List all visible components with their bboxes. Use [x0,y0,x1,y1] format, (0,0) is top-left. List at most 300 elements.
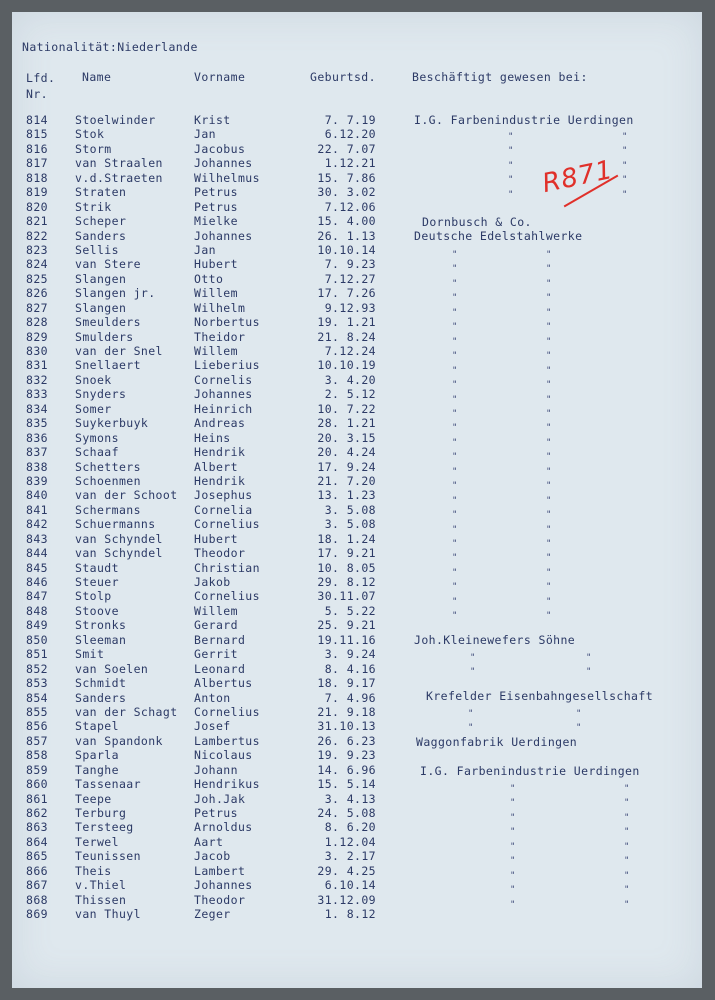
row-number: 828 [26,315,48,330]
table-row [12,243,702,257]
row-name: Theis [75,863,112,878]
table-row [12,893,702,907]
ditto-mark: " [508,160,514,171]
row-vorname: Cornelis [194,372,253,387]
row-birthdate: 10. 7.22 [317,401,376,416]
row-number: 829 [26,329,48,344]
table-row [12,849,702,863]
ditto-mark: " [546,278,552,289]
ditto-mark: " [510,827,516,838]
ditto-mark: " [452,351,458,362]
row-birthdate: 15. 5.14 [317,777,376,792]
row-name: Teunissen [75,849,141,864]
row-vorname: Willem [194,603,238,618]
row-vorname: Hubert [194,531,238,546]
table-row [12,416,702,430]
table-row [12,460,702,474]
ditto-mark: " [546,611,552,622]
row-name: Suykerbuyk [75,416,149,431]
ditto-mark: " [546,539,552,549]
row-number: 851 [26,647,48,662]
column-header-lfd-nr [26,70,55,102]
ditto-mark: " [452,510,458,521]
table-row [12,604,702,618]
row-name: Slangen jr. [75,286,156,301]
ditto-mark: " [624,841,630,852]
table-row [12,864,702,878]
ditto-mark: " [510,812,516,823]
ditto-mark: " [452,567,458,578]
row-vorname: Jacobus [194,141,246,156]
ditto-mark: " [452,293,458,304]
row-name: Snoek [75,372,112,387]
row-name: Tersteeg [75,820,134,835]
row-birthdate: 3. 2.17 [324,849,376,864]
row-vorname: Theodor [194,546,246,561]
ditto-mark: " [452,278,458,289]
table-row [12,561,702,575]
row-vorname: Arnoldus [194,820,253,835]
row-number: 868 [26,892,48,907]
ditto-mark: " [622,189,628,200]
ditto-mark: " [624,899,630,910]
row-number: 867 [26,878,48,893]
row-birthdate: 15. 7.86 [317,170,376,185]
ditto-mark: " [452,394,458,405]
row-vorname: Petrus [194,199,238,214]
ditto-mark: " [452,524,458,535]
row-number: 853 [26,676,48,691]
row-number: 864 [26,834,48,849]
ditto-mark: " [546,408,552,419]
ditto-mark: " [468,709,474,719]
row-name: Tanghe [75,762,119,777]
row-vorname: Petrus [194,185,238,200]
row-birthdate: 1.12.21 [324,156,376,171]
employer-waggonfabrik: Waggonfabrik Uerdingen [416,735,578,749]
row-vorname: Cornelia [194,502,253,517]
ditto-mark: " [452,495,458,506]
ditto-mark: " [624,812,630,823]
ditto-mark: " [576,709,582,719]
ditto-mark: " [624,827,630,838]
row-name: Staudt [75,560,119,575]
row-birthdate: 25. 9.21 [317,618,376,633]
table-row [12,532,702,546]
ditto-mark: " [452,481,458,492]
column-header-vorname: Vorname [194,70,246,84]
row-name: Sellis [75,242,119,257]
employer-krefelder-eisenbahn: Krefelder Eisenbahngesellschaft [426,689,654,703]
row-name: Slangen [75,300,127,315]
row-number: 843 [26,531,48,546]
ditto-mark: " [452,437,458,448]
ditto-mark: " [508,175,514,186]
row-vorname: Hendrikus [194,777,260,792]
ditto-mark: " [452,452,458,463]
row-number: 857 [26,733,48,748]
nationality-heading: Nationalität:Niederlande [22,40,198,54]
row-vorname: Norbertus [194,315,260,330]
row-name: Stoelwinder [75,113,156,127]
row-number: 816 [26,141,48,156]
ditto-mark: " [546,524,552,535]
table-row [12,589,702,603]
row-number: 855 [26,704,48,719]
table-row [12,503,702,517]
row-number: 817 [26,156,48,171]
ditto-mark: " [468,723,474,734]
table-row [12,431,702,445]
row-number: 823 [26,242,48,257]
row-birthdate: 17. 7.26 [317,286,376,301]
row-birthdate: 7.12.06 [324,199,376,214]
table-row [12,301,702,315]
ditto-mark: " [452,365,458,376]
ditto-mark: " [624,870,630,881]
row-vorname: Krist [194,113,231,127]
row-vorname: Wilhelmus [194,170,260,185]
row-number: 869 [26,907,48,922]
row-name: Stok [75,127,105,142]
ditto-mark: " [546,351,552,362]
row-birthdate: 19. 9.23 [317,748,376,763]
row-number: 854 [26,690,48,705]
row-birthdate: 10.10.14 [317,242,376,257]
table-row [12,344,702,358]
column-header-name: Name [82,70,112,84]
row-name: van Straalen [75,156,163,171]
row-name: Tassenaar [75,777,141,792]
ditto-mark: " [546,481,552,492]
ditto-mark: " [546,293,552,304]
table-row [12,286,702,300]
table-row [12,488,702,502]
row-name: van Stere [75,257,141,272]
table-row [12,387,702,401]
row-vorname: Joh.Jak [194,791,246,806]
row-birthdate: 6.12.20 [324,127,376,142]
row-vorname: Lambertus [194,733,260,748]
row-number: 835 [26,416,48,431]
table-row [12,907,702,921]
row-vorname: Cornelius [194,517,260,532]
row-vorname: Theodor [194,892,246,907]
row-birthdate: 8. 4.16 [324,661,376,676]
employer-kleinewefers: Joh.Kleinewefers Söhne [414,633,576,647]
ditto-mark: " [452,582,458,593]
row-birthdate: 31.10.13 [317,719,376,734]
row-vorname: Josephus [194,488,253,503]
ditto-mark: " [546,423,552,434]
row-birthdate: 26. 1.13 [317,228,376,243]
person-list [12,113,702,922]
table-row [12,358,702,372]
row-number: 846 [26,575,48,589]
ditto-mark: " [624,784,630,794]
row-birthdate: 1.12.04 [324,834,376,849]
row-vorname: Heins [194,430,231,445]
row-name: Schuermanns [75,517,156,532]
ditto-mark: " [510,798,516,809]
ditto-mark: " [452,423,458,434]
row-birthdate: 3. 4.13 [324,791,376,806]
row-vorname: Bernard [194,632,246,647]
row-number: 819 [26,185,48,200]
row-birthdate: 15. 4.00 [317,214,376,229]
row-birthdate: 14. 6.96 [317,762,376,777]
row-birthdate: 13. 1.23 [317,488,376,503]
row-vorname: Jakob [194,575,231,589]
row-number: 861 [26,791,48,806]
row-name: Smit [75,647,105,662]
row-birthdate: 7.12.24 [324,344,376,358]
ditto-mark: " [508,132,514,142]
row-name: van der Schagt [75,704,178,719]
ditto-mark: " [510,856,516,867]
row-name: Schetters [75,459,141,474]
ditto-mark: " [452,336,458,347]
row-birthdate: 3. 5.08 [324,502,376,517]
row-number: 818 [26,170,48,185]
ditto-mark: " [452,307,458,318]
row-number: 856 [26,719,48,734]
table-row [12,214,702,228]
row-name: Terburg [75,806,127,820]
table-row [12,719,702,733]
row-birthdate: 28. 1.21 [317,416,376,431]
row-name: van Spandonk [75,733,163,748]
ditto-mark: " [586,667,592,678]
row-name: Stronks [75,618,127,633]
table-row [12,618,702,632]
row-name: Stolp [75,589,112,604]
row-birthdate: 31.12.09 [317,892,376,907]
row-vorname: Wilhelm [194,300,246,315]
row-name: Terwel [75,834,119,849]
ditto-mark: " [546,582,552,593]
table-row [12,517,702,531]
row-number: 841 [26,502,48,517]
ditto-mark: " [546,380,552,391]
row-birthdate: 7. 7.19 [324,113,376,127]
row-number: 865 [26,849,48,864]
row-vorname: Gerard [194,618,238,633]
row-vorname: Johannes [194,878,253,893]
ditto-mark: " [576,723,582,734]
table-row [12,142,702,156]
row-number: 821 [26,214,48,229]
table-row [12,402,702,416]
table-row [12,734,702,748]
row-vorname: Johannes [194,387,253,402]
row-name: Slangen [75,271,127,286]
row-number: 863 [26,820,48,835]
row-vorname: Hubert [194,257,238,272]
ditto-mark: " [452,539,458,549]
row-vorname: Christian [194,560,260,575]
row-name: Scheper [75,214,127,229]
row-vorname: Hendrik [194,473,246,488]
row-birthdate: 19.11.16 [317,632,376,647]
row-number: 814 [26,113,48,127]
ditto-mark: " [452,408,458,419]
row-vorname: Cornelius [194,704,260,719]
ditto-mark: " [452,553,458,564]
row-birthdate: 7. 9.23 [324,257,376,272]
table-row [12,791,702,809]
row-birthdate: 1. 8.12 [324,907,376,922]
ditto-mark: " [546,510,552,521]
row-name: Thissen [75,892,127,907]
document-sheet [12,12,702,988]
employer-ig-farben-1: I.G. Farbenindustrie Uerdingen [414,113,634,127]
row-name: Snyders [75,387,127,402]
ditto-mark: " [510,885,516,896]
row-name: Stoove [75,603,119,618]
row-birthdate: 21. 9.18 [317,704,376,719]
row-number: 827 [26,300,48,315]
row-number: 845 [26,560,48,575]
table-row [12,835,702,849]
row-birthdate: 19. 1.21 [317,315,376,330]
row-birthdate: 3. 4.20 [324,372,376,387]
row-name: Sparla [75,748,119,763]
row-birthdate: 10.10.19 [317,358,376,373]
row-vorname: Lieberius [194,358,260,373]
row-number: 825 [26,271,48,286]
row-vorname: Willem [194,344,238,358]
row-number: 849 [26,618,48,633]
row-name: Straten [75,185,127,200]
ditto-mark: " [546,307,552,318]
row-name: Sleeman [75,632,127,647]
row-birthdate: 21. 7.20 [317,473,376,488]
row-vorname: Albertus [194,676,253,691]
table-row [12,777,702,791]
row-birthdate: 30.11.07 [317,589,376,604]
row-number: 850 [26,632,48,647]
row-vorname: Andreas [194,416,246,431]
table-row [12,820,702,834]
row-number: 832 [26,372,48,387]
row-birthdate: 24. 5.08 [317,806,376,820]
ditto-mark: " [546,264,552,275]
row-birthdate: 22. 7.07 [317,141,376,156]
ditto-mark: " [510,870,516,881]
ditto-mark: " [546,336,552,347]
row-name: v.d.Straeten [75,170,163,185]
ditto-mark: " [624,885,630,896]
row-vorname: Anton [194,690,231,705]
ditto-mark: " [546,596,552,607]
ditto-mark: " [622,160,628,171]
row-birthdate: 2. 5.12 [324,387,376,402]
row-name: van Schyndel [75,546,163,561]
ditto-mark: " [510,899,516,910]
row-birthdate: 7. 4.96 [324,690,376,705]
row-vorname: Mielke [194,214,238,229]
row-number: 831 [26,358,48,373]
row-birthdate: 5. 5.22 [324,603,376,618]
table-row [12,633,702,647]
ditto-mark: " [546,567,552,578]
row-number: 848 [26,603,48,618]
row-vorname: Gerrit [194,647,238,662]
archive-stamp: R871 [539,154,617,200]
row-birthdate: 8. 6.20 [324,820,376,835]
row-number: 858 [26,748,48,763]
row-birthdate: 30. 3.02 [317,185,376,200]
table-row [12,662,702,676]
ditto-mark: " [546,452,552,463]
table-row [12,272,702,286]
table-row [12,229,702,243]
table-row [12,445,702,459]
row-number: 840 [26,488,48,503]
row-birthdate: 9.12.93 [324,300,376,315]
ditto-mark: " [546,365,552,376]
table-row [12,806,702,820]
employer-dornbusch: Dornbusch & Co. [422,215,532,229]
ditto-mark: " [508,146,514,157]
row-name: van der Snel [75,344,163,358]
ditto-mark: " [510,784,516,794]
row-number: 859 [26,762,48,777]
row-name: Smeulders [75,315,141,330]
row-birthdate: 6.10.14 [324,878,376,893]
ditto-mark: " [546,250,552,260]
table-row [12,330,702,344]
row-vorname: Theidor [194,329,246,344]
table-row [12,575,702,589]
row-birthdate: 29. 4.25 [317,863,376,878]
row-vorname: Albert [194,459,238,474]
row-vorname: Aart [194,834,224,849]
ditto-mark: " [622,146,628,157]
ditto-mark: " [586,653,592,663]
ditto-mark: " [546,437,552,448]
ditto-mark: " [546,322,552,333]
row-name: van Thuyl [75,907,141,922]
row-birthdate: 20. 4.24 [317,445,376,460]
row-number: 842 [26,517,48,532]
table-row [12,647,702,661]
row-number: 824 [26,257,48,272]
row-name: Schmidt [75,676,127,691]
ditto-mark: " [452,264,458,275]
ditto-mark: " [546,495,552,506]
row-birthdate: 18. 1.24 [317,531,376,546]
row-number: 822 [26,228,48,243]
ditto-mark: " [622,132,628,142]
ditto-mark: " [624,798,630,809]
row-name: Somer [75,401,112,416]
ditto-mark: " [546,394,552,405]
row-vorname: Johannes [194,228,253,243]
row-number: 826 [26,286,48,301]
row-name: van Schyndel [75,531,163,546]
row-birthdate: 18. 9.17 [317,676,376,691]
row-name: v.Thiel [75,878,127,893]
row-number: 833 [26,387,48,402]
employer-ig-farben-2: I.G. Farbenindustrie Uerdingen [420,764,640,778]
row-name: Steuer [75,575,119,589]
row-vorname: Leonard [194,661,246,676]
row-number: 838 [26,459,48,474]
ditto-mark: " [452,596,458,607]
row-number: 839 [26,473,48,488]
